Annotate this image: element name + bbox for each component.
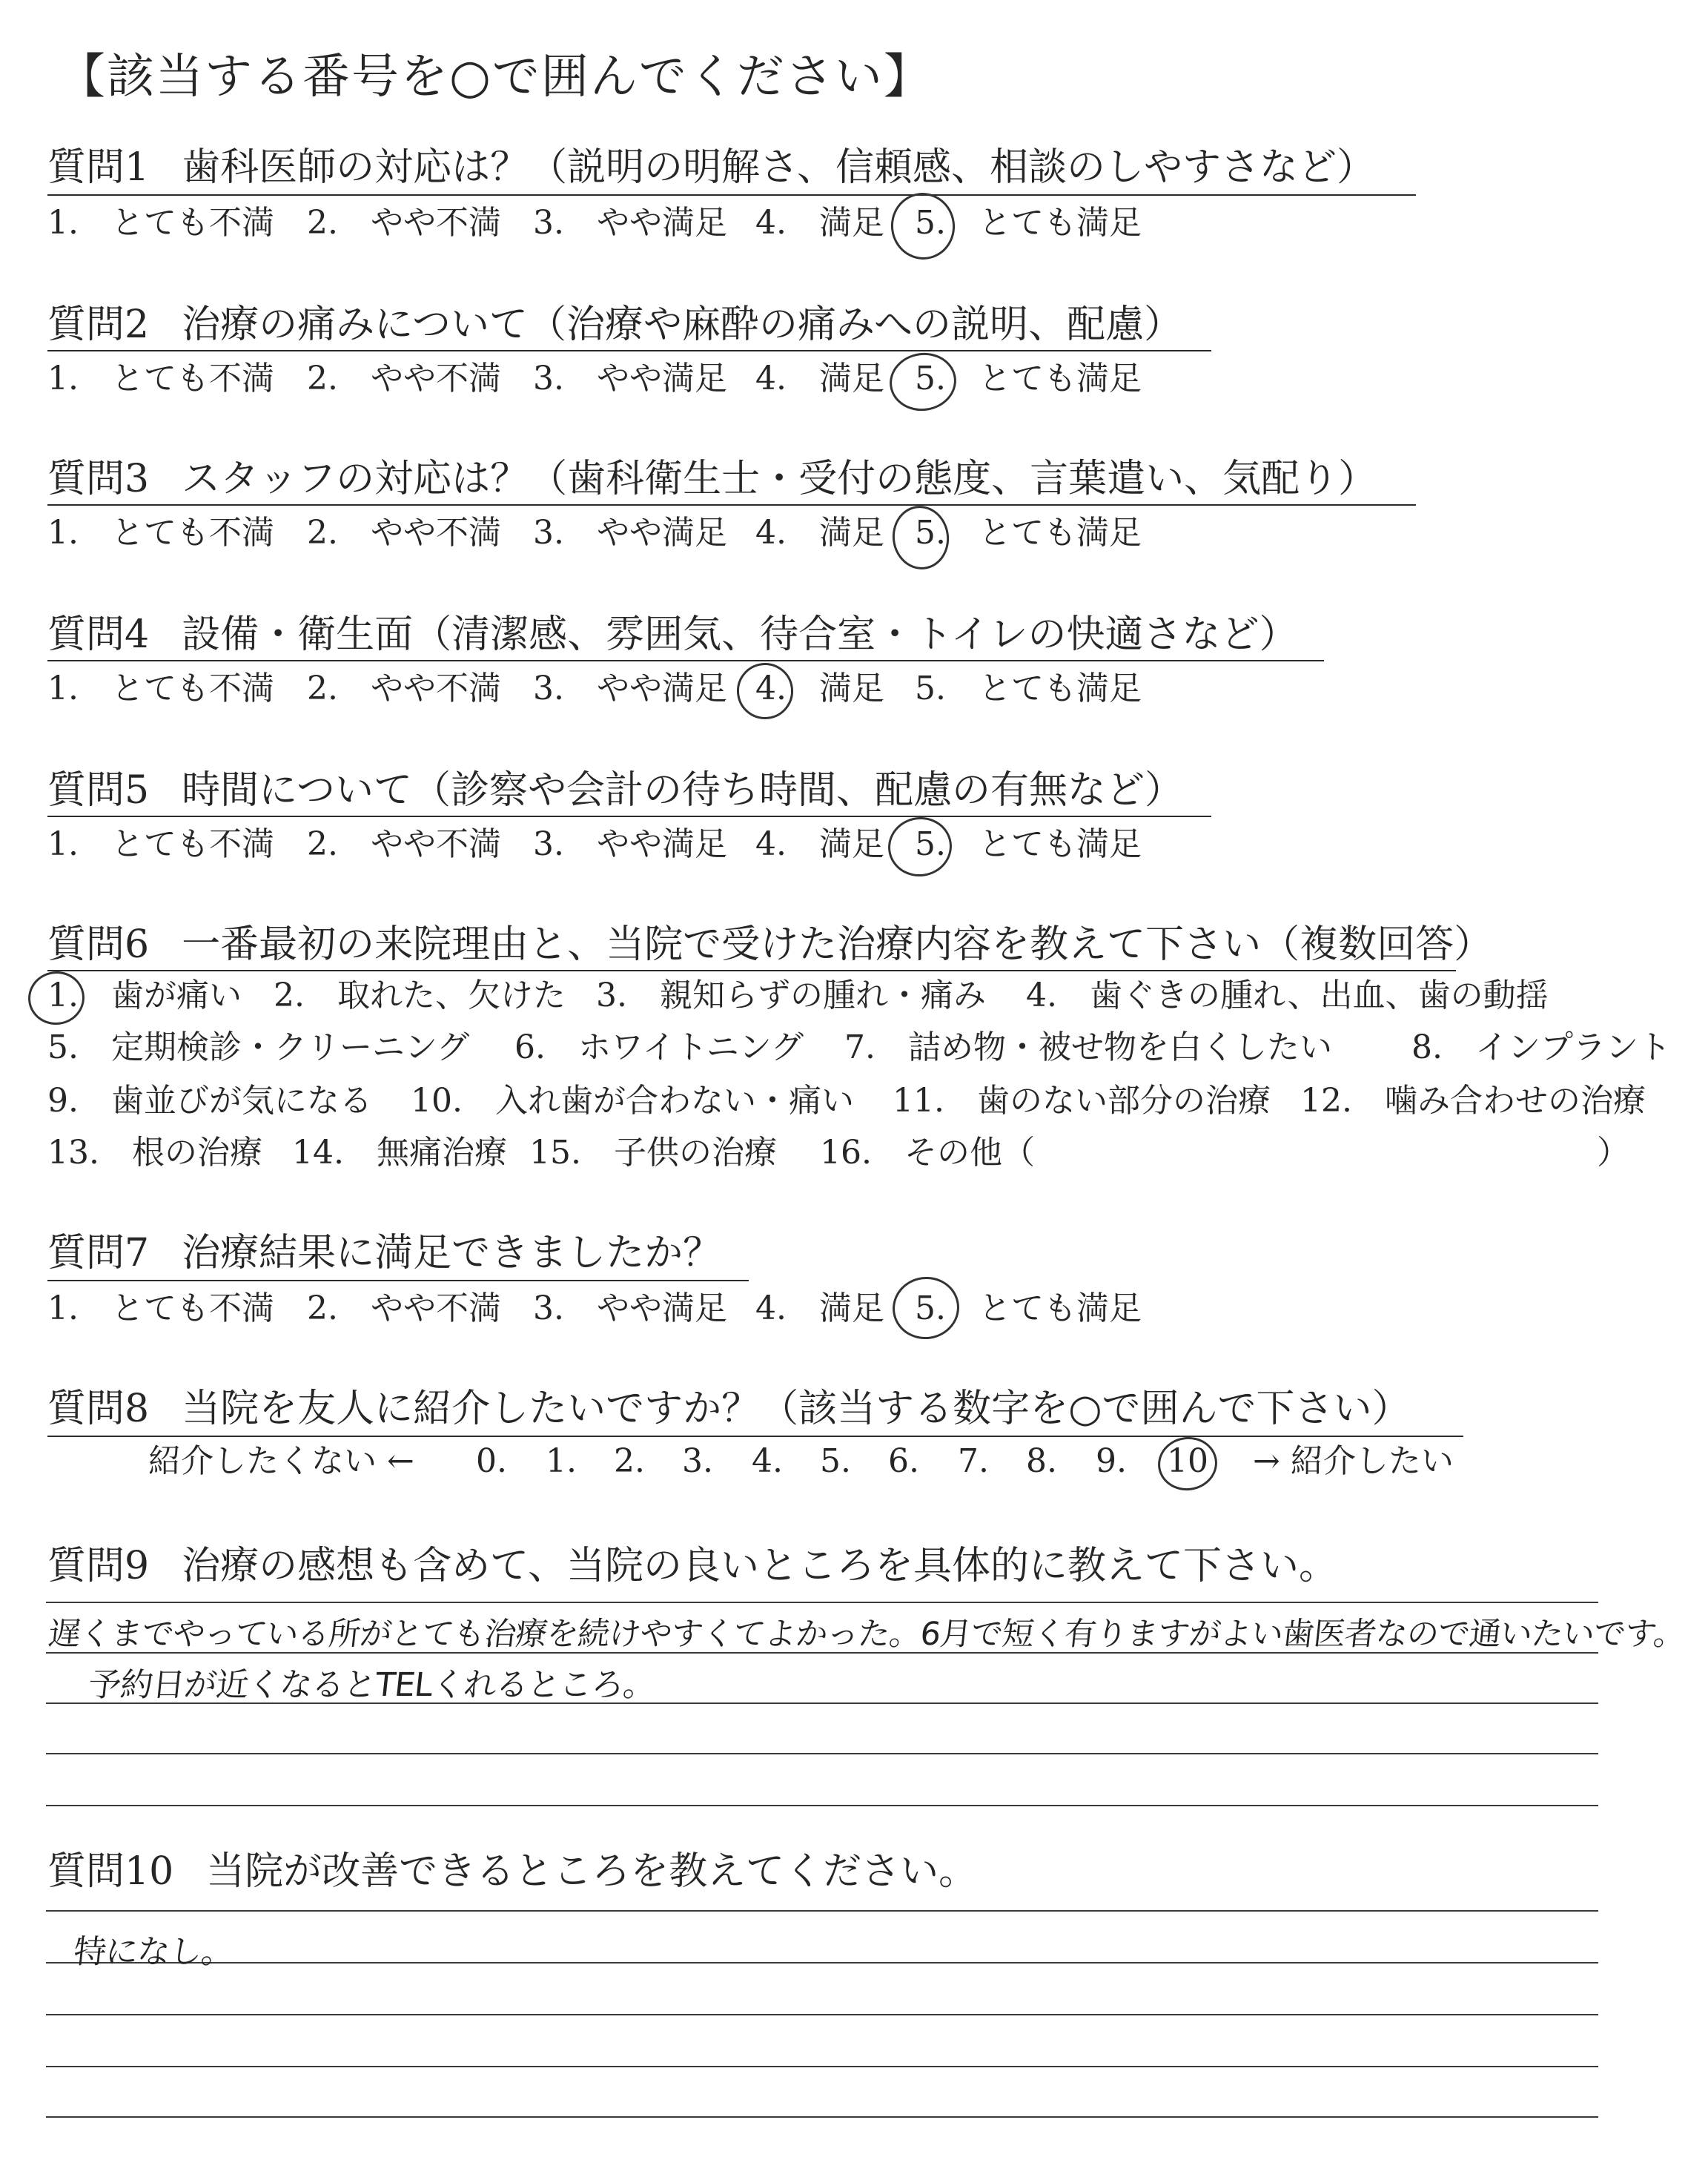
question-6-underline — [47, 970, 1456, 971]
q6-option-12[interactable]: 12. 噛み合わせの治療 — [1300, 1082, 1646, 1120]
q4-option-4[interactable]: 4. 満足 — [755, 670, 884, 707]
question-2-options — [47, 360, 1234, 397]
q2-option-3[interactable]: 3. やや満足 — [533, 360, 727, 397]
q9-answer-line-5 — [46, 1805, 1598, 1806]
q8-value-3[interactable]: 3. — [682, 1442, 713, 1480]
q8-right-label: → 紹介したい — [1253, 1442, 1454, 1480]
q4-option-5[interactable]: 5. とても満足 — [915, 670, 1142, 707]
q9-answer-line-1 — [46, 1602, 1598, 1603]
q8-value-5[interactable]: 5. — [820, 1442, 851, 1480]
question-1-underline — [47, 194, 1416, 196]
question-3-title — [47, 457, 1377, 501]
question-5-title — [47, 768, 1183, 813]
question-6-options — [47, 977, 1671, 1200]
q5-option-5[interactable]: 5. とても満足 — [915, 825, 1142, 863]
q3-option-5[interactable]: 5. とても満足 — [915, 514, 1142, 552]
q2-option-2[interactable]: 2. やや不満 — [307, 360, 501, 397]
question-6-title — [47, 922, 1492, 967]
question-1-number: 質問1 — [47, 145, 150, 190]
q7-option-2[interactable]: 2. やや不満 — [307, 1289, 501, 1327]
q4-option-1[interactable]: 1. とても不満 — [47, 670, 274, 707]
q4-option-2[interactable]: 2. やや不満 — [307, 670, 501, 707]
question-4-text: 設備・衛生面（清潔感、雰囲気、待合室・トイレの快適さなど） — [182, 612, 1298, 657]
q8-value-1[interactable]: 1. — [546, 1442, 577, 1480]
question-2-underline — [47, 350, 1211, 351]
question-2-title — [47, 303, 1182, 347]
q9-handwritten-answer-2: 予約日が近くなるとTELくれるところ。 — [86, 1666, 658, 1704]
question-10-number: 質問10 — [47, 1849, 174, 1894]
question-1-text: 歯科医師の対応は？（説明の明解さ、信頼感、相談のしやすさなど） — [182, 145, 1376, 190]
question-4-number: 質問4 — [47, 612, 150, 657]
question-10-title — [47, 1849, 977, 1894]
q8-value-0[interactable]: 0. — [476, 1442, 507, 1480]
q4-option-3[interactable]: 3. やや満足 — [533, 670, 727, 707]
question-5-number: 質問5 — [47, 768, 150, 813]
q8-value-2[interactable]: 2. — [614, 1442, 645, 1480]
question-7-number: 質問7 — [47, 1231, 150, 1275]
q2-option-1[interactable]: 1. とても不満 — [47, 360, 274, 397]
q2-option-4[interactable]: 4. 満足 — [755, 360, 884, 397]
q6-option-13[interactable]: 13. 根の治療 — [47, 1134, 262, 1172]
q3-option-4[interactable]: 4. 満足 — [755, 514, 884, 552]
q6-option-2[interactable]: 2. 取れた、欠けた — [274, 977, 566, 1014]
question-2-number: 質問2 — [47, 303, 150, 347]
question-4-title — [47, 612, 1298, 657]
q6-option-11[interactable]: 11. 歯のない部分の治療 — [893, 1082, 1271, 1120]
question-7-title — [47, 1231, 721, 1275]
question-3-options — [47, 515, 1234, 552]
q6-option-14[interactable]: 14. 無痛治療 — [292, 1134, 507, 1172]
q6-option-5[interactable]: 5. 定期検診・クリーニング — [47, 1028, 470, 1066]
question-7-text: 治療結果に満足できましたか？ — [182, 1231, 722, 1275]
question-9-title — [47, 1544, 1337, 1588]
question-7-underline — [47, 1280, 749, 1281]
question-8-scale — [0, 1443, 1557, 1480]
question-1-title — [47, 145, 1375, 190]
question-7-options — [47, 1290, 1234, 1327]
q5-option-1[interactable]: 1. とても不満 — [47, 825, 274, 863]
q1-option-5[interactable]: 5. とても満足 — [915, 204, 1142, 242]
question-9-number: 質問9 — [47, 1544, 150, 1588]
q2-option-5[interactable]: 5. とても満足 — [915, 360, 1142, 397]
q6-option-3[interactable]: 3. 親知らずの腫れ・痛み — [596, 977, 986, 1014]
q8-value-8[interactable]: 8. — [1026, 1442, 1057, 1480]
q10-answer-line-4 — [46, 2066, 1598, 2067]
q10-answer-line-2 — [46, 1962, 1598, 1964]
q7-option-1[interactable]: 1. とても不満 — [47, 1289, 274, 1327]
question-4-options — [47, 670, 1234, 707]
q10-answer-line-5 — [46, 2116, 1598, 2118]
q8-value-10[interactable]: 10 — [1167, 1442, 1208, 1480]
q10-answer-line-3 — [46, 2014, 1598, 2015]
question-6-text: 一番最初の来院理由と、当院で受けた治療内容を教えて下さい（複数回答） — [182, 922, 1493, 967]
q7-option-5[interactable]: 5. とても満足 — [915, 1289, 1142, 1327]
q3-option-3[interactable]: 3. やや満足 — [533, 514, 727, 552]
q6-option-15[interactable]: 15. 子供の治療 — [529, 1134, 777, 1172]
question-8-title — [47, 1387, 1410, 1431]
q8-value-9[interactable]: 9. — [1096, 1442, 1127, 1480]
q10-handwritten-answer-1: 特になし。 — [71, 1933, 236, 1971]
q5-option-3[interactable]: 3. やや満足 — [533, 825, 727, 863]
question-5-underline — [47, 816, 1211, 817]
q6-option-6[interactable]: 6. ホワイトニング — [514, 1028, 804, 1066]
q8-value-7[interactable]: 7. — [958, 1442, 989, 1480]
q6-option-4[interactable]: 4. 歯ぐきの腫れ、出血、歯の動揺 — [1026, 977, 1549, 1014]
q6-option-8[interactable]: 8. インプラント — [1411, 1028, 1671, 1066]
q8-value-4[interactable]: 4. — [752, 1442, 783, 1480]
q1-option-1[interactable]: 1. とても不満 — [47, 204, 274, 242]
question-5-options — [47, 826, 1234, 863]
question-5-text: 時間について（診察や会計の待ち時間、配慮の有無など） — [182, 768, 1184, 813]
q7-option-3[interactable]: 3. やや満足 — [533, 1289, 727, 1327]
q9-handwritten-answer-1: 遅くまでやっている所がとても治療を続けやすくてよかった。6月で短く有りますがよい歯医者なので通いたいです。 — [47, 1616, 1687, 1653]
question-9-text: 治療の感想も含めて、当院の良いところを具体的に教えて下さい。 — [182, 1544, 1338, 1588]
page-header: 【該当する番号を○で囲んでください】 — [58, 50, 933, 105]
question-1-options — [47, 205, 1234, 242]
question-10-text: 当院が改善できるところを教えてください。 — [206, 1849, 978, 1894]
q3-option-1[interactable]: 1. とても不満 — [47, 514, 274, 552]
q6-option-10[interactable]: 10. 入れ歯が合わない・痛い — [411, 1082, 854, 1120]
q5-option-2[interactable]: 2. やや不満 — [307, 825, 501, 863]
question-8-text: 当院を友人に紹介したいですか？（該当する数字を○で囲んで下さい） — [182, 1387, 1411, 1431]
question-3-underline — [47, 504, 1416, 506]
q10-answer-line-1 — [46, 1910, 1598, 1912]
q9-answer-line-4 — [46, 1753, 1598, 1754]
question-2-text: 治療の痛みについて（治療や麻酔の痛みへの説明、配慮） — [182, 303, 1183, 347]
question-4-underline — [47, 660, 1324, 661]
question-3-text: スタッフの対応は？（歯科衛生士・受付の態度、言葉遣い、気配り） — [182, 457, 1377, 501]
question-8-number: 質問8 — [47, 1387, 150, 1431]
q8-left-label: 紹介したくない ← — [148, 1442, 414, 1480]
question-6-number: 質問6 — [47, 922, 150, 967]
q8-value-6[interactable]: 6. — [888, 1442, 919, 1480]
question-3-number: 質問3 — [47, 457, 150, 501]
q1-option-2[interactable]: 2. やや不満 — [307, 204, 501, 242]
q6-option-9[interactable]: 9. 歯並びが気になる — [47, 1082, 372, 1120]
q6-option-7[interactable]: 7. 詰め物・被せ物を白くしたい — [844, 1028, 1332, 1066]
q6-other-close-paren: ） — [1597, 1134, 1629, 1172]
q1-option-3[interactable]: 3. やや満足 — [533, 204, 727, 242]
q6-option-1[interactable]: 1. 歯が痛い — [47, 977, 242, 1014]
q5-option-4[interactable]: 4. 満足 — [755, 825, 884, 863]
q3-option-2[interactable]: 2. やや不満 — [307, 514, 501, 552]
question-8-underline — [47, 1436, 1463, 1437]
q7-option-4[interactable]: 4. 満足 — [755, 1289, 884, 1327]
q1-option-4[interactable]: 4. 満足 — [755, 204, 884, 242]
q6-option-16[interactable]: 16. その他（ — [820, 1134, 1035, 1172]
